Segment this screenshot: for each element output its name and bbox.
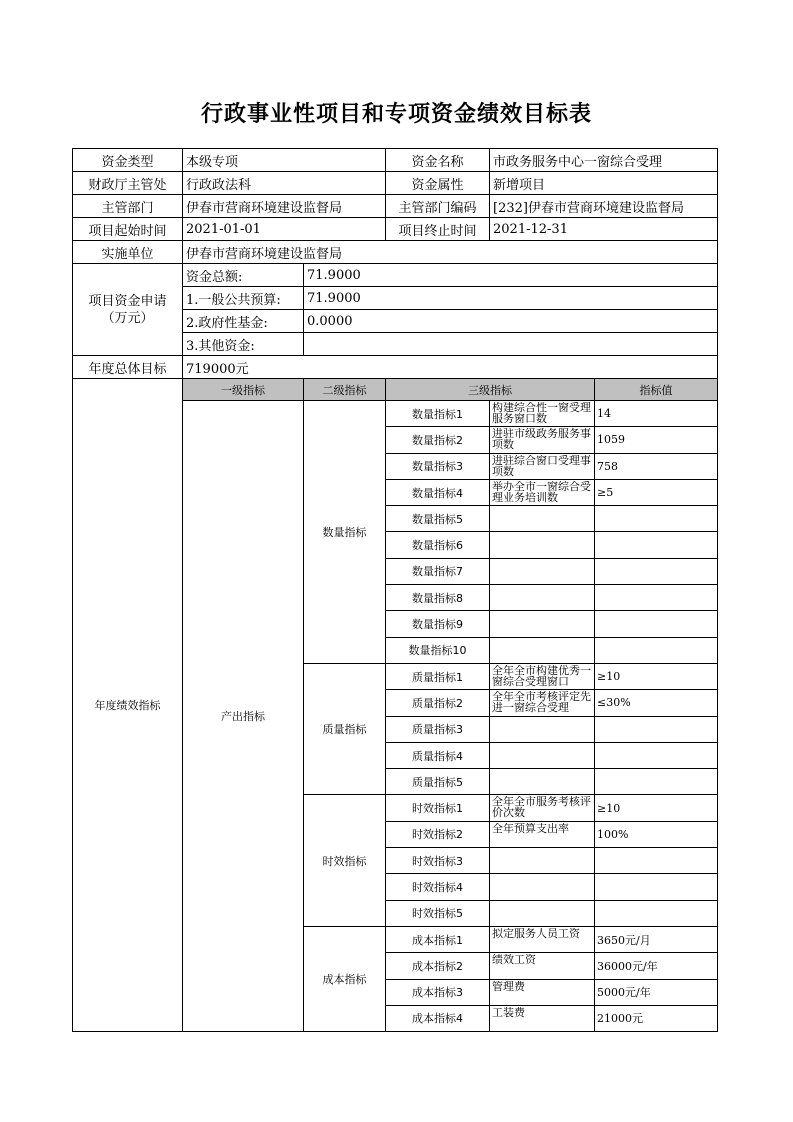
indicator-value: 758	[595, 453, 718, 479]
level3-indicator-name	[490, 979, 595, 1005]
indicator-name-text: 进驻综合窗口受理事项数	[492, 454, 592, 477]
level3-indicator-id: 时效指标4	[386, 874, 490, 900]
level3-indicator-id: 时效指标3	[386, 848, 490, 874]
indicator-name-text	[492, 744, 592, 766]
level3-indicator-id: 时效指标1	[386, 795, 490, 821]
level3-indicator-id: 数量指标2	[386, 427, 490, 453]
indicator-value: ≥10	[595, 663, 718, 689]
header-level3: 三级指标	[386, 379, 595, 401]
value-fund-type: 本级专项	[183, 149, 386, 172]
indicator-name-text: 进驻市级政务服务事项数	[492, 428, 592, 451]
level3-indicator-name	[490, 690, 595, 716]
level2-indicator: 数量指标	[304, 401, 386, 664]
level3-indicator-name	[490, 401, 595, 427]
indicator-value: 3650元/月	[595, 926, 718, 952]
row-apply-total	[73, 264, 718, 287]
level2-indicator: 成本指标	[304, 926, 386, 1031]
label-fund-name: 资金名称	[386, 149, 490, 172]
indicator-name-text: 绩效工资	[492, 954, 537, 967]
level3-indicator-id: 质量指标5	[386, 769, 490, 795]
level3-indicator-id: 时效指标5	[386, 900, 490, 926]
indicator-value	[595, 532, 718, 558]
indicator-name-text: 全年全市考核评定先进一窗综合受理	[492, 691, 592, 714]
row-annual-goal	[73, 356, 718, 379]
indicator-name-text: 工装费	[492, 1006, 526, 1019]
indicator-name-text	[492, 718, 592, 740]
level3-indicator-name	[490, 1005, 595, 1031]
level3-indicator-id: 数量指标6	[386, 532, 490, 558]
label-fund-type: 资金类型	[73, 149, 183, 172]
label-end: 项目终止时间	[386, 218, 490, 241]
level3-indicator-id: 数量指标8	[386, 585, 490, 611]
row-fund-type	[73, 149, 718, 172]
value-owner-code: [232]伊春市营商环境建设监督局	[490, 195, 718, 218]
indicator-name-text	[492, 586, 592, 608]
indicator-name-text: 管理费	[492, 980, 526, 993]
indicator-name-text: 全年全市构建优秀一窗综合受理窗口	[492, 664, 592, 687]
apply-label-2: 2.政府性基金:	[183, 310, 304, 333]
label-apply-text: 项目资金申请（万元）	[88, 293, 167, 326]
level3-indicator-name	[490, 900, 595, 926]
level3-indicator-id: 数量指标5	[386, 506, 490, 532]
indicator-name-text	[492, 902, 592, 924]
apply-value-1: 71.9000	[304, 287, 718, 310]
apply-value-0: 71.9000	[304, 264, 718, 287]
indicator-value	[595, 506, 718, 532]
level1-indicator: 产出指标	[183, 401, 304, 1032]
indicator-name-text	[492, 507, 592, 529]
level3-indicator-name	[490, 663, 595, 689]
level3-indicator-name	[490, 453, 595, 479]
value-attr: 新增项目	[490, 172, 718, 195]
level3-indicator-name	[490, 716, 595, 742]
level3-indicator-id: 成本指标2	[386, 953, 490, 979]
value-start: 2021-01-01	[183, 218, 386, 241]
level3-indicator-id: 数量指标7	[386, 558, 490, 584]
level3-indicator-name	[490, 506, 595, 532]
row-owner	[73, 195, 718, 218]
value-dept: 行政政法科	[183, 172, 386, 195]
label-start: 项目起始时间	[73, 218, 183, 241]
level3-indicator-name	[490, 795, 595, 821]
level3-indicator-name	[490, 427, 595, 453]
level3-indicator-id: 数量指标10	[386, 637, 490, 663]
level3-indicator-name	[490, 742, 595, 768]
header-value: 指标值	[595, 379, 718, 401]
indicator-value: ≤30%	[595, 690, 718, 716]
value-fund-name: 市政务服务中心一窗综合受理	[490, 149, 718, 172]
level3-indicator-id: 成本指标4	[386, 1005, 490, 1031]
indicator-name-text: 全年预算支出率	[492, 822, 570, 835]
level3-indicator-name	[490, 585, 595, 611]
level3-indicator-id: 数量指标9	[386, 611, 490, 637]
indicator-value	[595, 637, 718, 663]
level3-indicator-name	[490, 848, 595, 874]
indicator-value: 5000元/年	[595, 979, 718, 1005]
value-owner: 伊春市营商环境建设监督局	[183, 195, 386, 218]
apply-label-1: 1.一般公共预算:	[183, 287, 304, 310]
indicator-value	[595, 585, 718, 611]
indicator-name-text	[492, 849, 592, 871]
indicator-value: 21000元	[595, 1005, 718, 1031]
level3-indicator-name	[490, 558, 595, 584]
indicator-name-text: 构建综合性一窗受理服务窗口数	[492, 402, 592, 424]
indicator-name-text	[492, 612, 592, 634]
indicator-value: 36000元/年	[595, 953, 718, 979]
level3-indicator-id: 成本指标3	[386, 979, 490, 1005]
level2-indicator: 质量指标	[304, 663, 386, 794]
indicator-value	[595, 558, 718, 584]
apply-value-2: 0.0000	[304, 310, 718, 333]
indicator-name-text: 拟定服务人员工资	[492, 927, 581, 940]
indicator-value	[595, 611, 718, 637]
indicator-name-text: 举办全市一窗综合受理业务培训数	[492, 480, 592, 503]
indicator-value	[595, 874, 718, 900]
indicator-value	[595, 716, 718, 742]
row-dept	[73, 172, 718, 195]
row-dates	[73, 218, 718, 241]
level3-indicator-id: 数量指标4	[386, 479, 490, 505]
label-dept: 财政厅主管处	[73, 172, 183, 195]
level3-indicator-id: 质量指标4	[386, 742, 490, 768]
indicator-value: 1059	[595, 427, 718, 453]
level3-indicator-name	[490, 926, 595, 952]
indicator-value: 100%	[595, 821, 718, 847]
indicator-value: ≥5	[595, 479, 718, 505]
apply-label-0: 资金总额:	[183, 264, 304, 287]
label-impl: 实施单位	[73, 241, 183, 264]
label-annual-goal: 年度总体目标	[73, 356, 183, 379]
indicator-value: ≥10	[595, 795, 718, 821]
level3-indicator-name	[490, 953, 595, 979]
row-impl	[73, 241, 718, 264]
value-end: 2021-12-31	[490, 218, 718, 241]
label-owner-code: 主管部门编码	[386, 195, 490, 218]
level3-indicator-name	[490, 479, 595, 505]
indicator-value: 14	[595, 401, 718, 427]
indicator-name-text: 全年全市服务考核评价次数	[492, 796, 592, 819]
indicator-value	[595, 848, 718, 874]
level3-indicator-name	[490, 637, 595, 663]
level3-indicator-name	[490, 874, 595, 900]
indicator-name-text	[492, 639, 592, 661]
level3-indicator-name	[490, 532, 595, 558]
indicator-name-text	[492, 560, 592, 582]
apply-label-3: 3.其他资金:	[183, 333, 304, 356]
label-attr: 资金属性	[386, 172, 490, 195]
perf-section-label: 年度绩效指标	[73, 379, 183, 1032]
level3-indicator-id: 时效指标2	[386, 821, 490, 847]
value-impl: 伊春市营商环境建设监督局	[183, 241, 718, 264]
level3-indicator-id: 质量指标1	[386, 663, 490, 689]
header-level2: 二级指标	[304, 379, 386, 401]
indicator-value	[595, 900, 718, 926]
level3-indicator-id: 数量指标1	[386, 401, 490, 427]
header-level1: 一级指标	[183, 379, 304, 401]
level3-indicator-name	[490, 821, 595, 847]
level3-indicator-id: 成本指标1	[386, 926, 490, 952]
label-owner: 主管部门	[73, 195, 183, 218]
level3-indicator-name	[490, 769, 595, 795]
indicator-name-text	[492, 875, 592, 897]
indicator-value	[595, 769, 718, 795]
value-annual-goal: 719000元	[183, 356, 718, 379]
level2-indicator: 时效指标	[304, 795, 386, 926]
page-title: 行政事业性项目和专项资金绩效目标表	[200, 101, 592, 127]
apply-value-3	[304, 333, 718, 356]
performance-table	[72, 148, 718, 1032]
level3-indicator-id: 数量指标3	[386, 453, 490, 479]
indicator-value	[595, 742, 718, 768]
level3-indicator-name	[490, 611, 595, 637]
perf-header-row	[73, 379, 718, 401]
indicator-name-text	[492, 533, 592, 555]
indicator-name-text	[492, 770, 592, 792]
level3-indicator-id: 质量指标2	[386, 690, 490, 716]
label-apply	[73, 264, 183, 356]
level3-indicator-id: 质量指标3	[386, 716, 490, 742]
